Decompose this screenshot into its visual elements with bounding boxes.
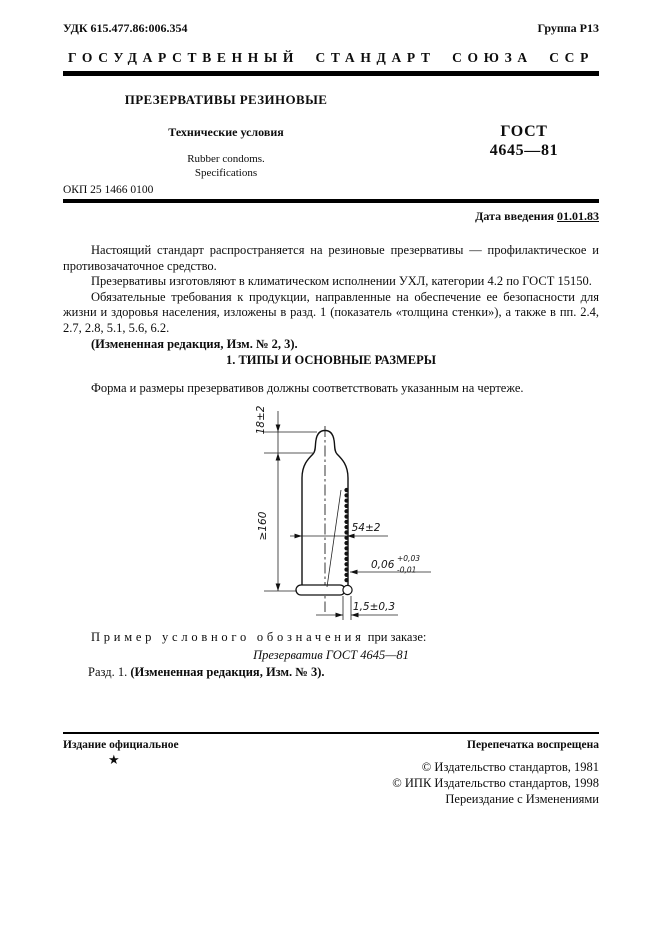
english-title [63,153,389,180]
dimension-wall-lower-tolerance: -0,01 [397,565,417,575]
dimension-width: 54±2 [351,522,381,534]
official-edition-label: Издание официальное [63,739,179,751]
title-block [63,92,599,180]
header-thick-rule [63,71,599,76]
copyright-1981-line: © Издательство стандартов, 1981 [421,760,599,774]
section-revision-bold: (Измененная редакция, Изм. № 3). [130,665,325,679]
copyright-1998-line: © ИПК Издательство стандартов, 1998 [392,775,599,790]
document-subtitle: Технические условия [168,125,284,139]
section-revision-note [63,664,599,682]
example-label [63,629,599,647]
page-footer [63,732,599,807]
dimension-length: ≥160 [257,511,269,541]
section-1-heading: 1. ТИПЫ И ОСНОВНЫЕ РАЗМЕРЫ [225,353,437,367]
paragraph-climate: Презервативы изготовляют в климатическом исполнении УХЛ, категории 4.2 по ГОСТ 15150. [91,274,592,289]
effective-date-label: Дата введения [475,209,557,223]
paragraph-drawing-note: Форма и размеры презервативов должны соответствовать указанным на чертеже. [91,381,524,395]
english-title-line2: Specifications [194,166,258,179]
gost-designation [449,92,599,180]
paragraph-revision-note: (Измененная редакция, Изм. № 2, 3). [91,336,298,351]
rim-bar [296,585,345,595]
paragraph-safety: Обязательные требования к продукции, направленные на обеспечение ее безопасности для жизни и здоровья населения, изложены в разд. 1 (показатель «толщина стенки»), а также в пп. 2.4, 2.7, 2.8, 5.1, 5.6, 6.2. [63,289,599,335]
title-column [63,92,449,180]
section-revision-prefix: Разд. 1. [88,665,131,679]
gost-label: ГОСТ [500,123,548,140]
top-reference-row [63,21,599,36]
dimension-rim-width: 1,5±0,3 [352,601,396,613]
effective-date [475,209,599,224]
example-designation-value: Презерватив ГОСТ 4645—81 [253,647,409,662]
example-label-plain: при заказе: [364,630,427,644]
copyright-block [63,760,599,807]
okp-thick-rule [63,199,599,203]
english-title-line1: Rubber condoms. [187,153,265,165]
preamble [63,243,599,352]
paragraph-scope: Настоящий стандарт распространяется на резиновые презервативы — профилактическое и противозачаточное средство. [63,243,599,273]
group-label: Группа Р13 [537,21,599,35]
gost-number: 4645—81 [489,142,559,159]
document-title: ПРЕЗЕРВАТИВЫ РЕЗИНОВЫЕ [124,92,328,107]
state-standard-header: ГОСУДАРСТВЕННЫЙ СТАНДАРТ СОЮЗА ССР [67,50,595,65]
dimension-tip-height: 18±2 [255,405,267,435]
order-designation-example [63,629,599,682]
example-label-spaced: Пример условного обозначения [91,630,365,644]
udk-number: УДК 615.477.86:006.354 [63,21,188,35]
reissue-note: Переиздание с Изменениями [445,791,599,806]
footer-labels-row [63,739,599,751]
reprint-prohibited-label: Перепечатка воспрещена [467,739,599,751]
technical-drawing [238,403,466,635]
dimension-wall-thickness: 0,06 [371,559,395,571]
effective-date-value: 01.01.83 [557,209,599,223]
okp-code: ОКП 25 1466 0100 [63,184,154,196]
star-icon: ★ [108,752,120,767]
dimension-wall-upper-tolerance: +0,03 [397,554,420,563]
rim-section-circle [343,585,352,594]
inner-wall-line [327,490,341,587]
